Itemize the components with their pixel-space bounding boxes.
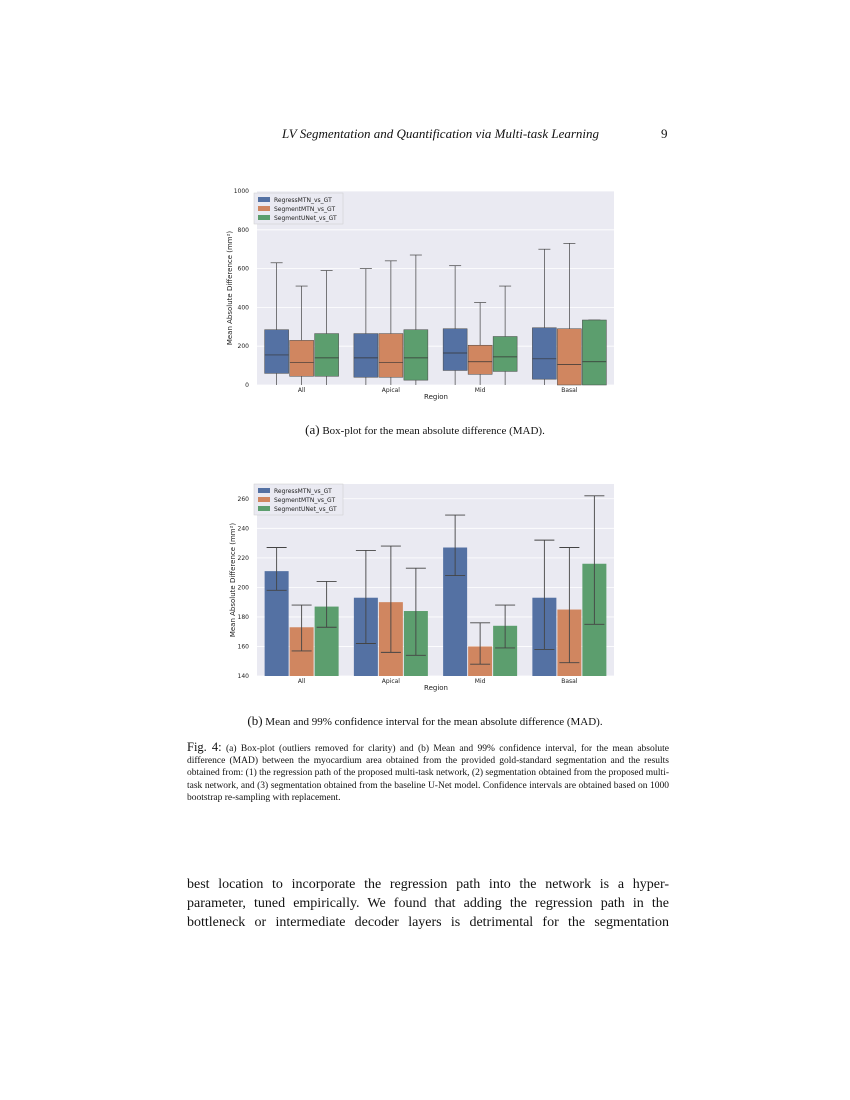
- y-tick-label: 240: [237, 525, 249, 533]
- box-plot-chart: [222, 183, 632, 403]
- x-tick-label: Basal: [561, 678, 578, 685]
- box: [315, 334, 339, 377]
- y-tick-label: 800: [237, 226, 249, 234]
- x-axis-label: Region: [424, 393, 448, 401]
- y-tick-label: 160: [237, 643, 249, 651]
- legend-swatch-segment-mtn: [258, 206, 270, 211]
- body-line: parameter, tuned empirically. We found that adding the regression path in the: [187, 896, 669, 911]
- box: [290, 340, 314, 376]
- y-axis-label: Mean Absolute Difference (mm²): [229, 522, 237, 638]
- legend-label-regress: RegressMTN_vs_GT: [274, 488, 332, 495]
- box: [265, 330, 289, 374]
- legend-swatch-regress: [258, 197, 270, 202]
- body-line: bottleneck or intermediate decoder layers is detrimental for the segmentation: [187, 915, 669, 930]
- box: [379, 334, 403, 378]
- box: [557, 329, 581, 385]
- y-tick-label: 200: [237, 584, 249, 592]
- body-line: best location to incorporate the regression path into the network is a hyper-: [187, 877, 669, 892]
- box: [493, 337, 517, 372]
- y-tick-label: 180: [237, 613, 249, 621]
- x-tick-label: Mid: [474, 387, 486, 394]
- box: [354, 334, 378, 378]
- x-tick-label: All: [297, 678, 306, 685]
- legend-label-segment-unet: SegmentUNet_vs_GT: [274, 506, 337, 513]
- x-tick-label: All: [297, 387, 306, 394]
- legend-swatch-regress: [258, 488, 270, 493]
- figure-caption-text: (a) Box-plot (outliers removed for clarity) and (b) Mean and 99% confidence interval, for the mean absolute difference (MAD) between the myocardium area obtained from the provided gold-standard segmentation and the results obtained from: (1) the regression path of the proposed multi-task network, (2) segmentation obtained from the proposed multi-task network, and (3) segmentation obtained from the baseline U-Net model. Confidence intervals are obtained based on 1000 bootstrap re-sampling with replacement.: [187, 744, 669, 803]
- x-tick-label: Basal: [561, 387, 578, 394]
- legend-label-regress: RegressMTN_vs_GT: [274, 197, 332, 204]
- figure-caption: [187, 741, 669, 804]
- y-tick-label: 200: [237, 343, 249, 351]
- y-tick-label: 260: [237, 495, 249, 503]
- box: [443, 329, 467, 371]
- y-tick-label: 0: [245, 382, 249, 389]
- figure-caption-label: Fig. 4:: [187, 740, 222, 754]
- y-tick-label: 1000: [233, 188, 249, 195]
- box: [468, 345, 492, 374]
- subcaption-b-text: Mean and 99% confidence interval for the mean absolute difference (MAD).: [265, 716, 603, 728]
- subcaption-a: [0, 422, 850, 438]
- box: [404, 330, 428, 380]
- page-number: 9: [661, 126, 668, 141]
- y-tick-label: 140: [237, 673, 249, 680]
- x-tick-label: Apical: [381, 387, 400, 394]
- subcaption-a-text: Box-plot for the mean absolute difference (MAD).: [322, 425, 545, 437]
- x-tick-label: Mid: [474, 678, 486, 685]
- box: [582, 320, 606, 385]
- y-axis-label: Mean Absolute Difference (mm²): [226, 230, 234, 346]
- bar-ci-chart: [222, 476, 632, 696]
- legend-swatch-segment-mtn: [258, 497, 270, 502]
- y-tick-label: 220: [237, 554, 249, 562]
- legend: [254, 193, 343, 224]
- x-tick-label: Apical: [381, 678, 400, 685]
- legend: [254, 484, 343, 515]
- legend-swatch-segment-unet: [258, 506, 270, 511]
- subcaption-b-label: (b): [247, 713, 263, 728]
- x-axis-label: Region: [424, 684, 448, 692]
- subcaption-b: [0, 713, 850, 729]
- body-paragraph: [187, 875, 669, 932]
- legend-label-segment-mtn: SegmentMTN_vs_GT: [274, 497, 336, 504]
- legend-swatch-segment-unet: [258, 215, 270, 220]
- y-tick-label: 600: [237, 265, 249, 273]
- header-title: LV Segmentation and Quantification via Multi-task Learning: [282, 126, 600, 141]
- legend-label-segment-unet: SegmentUNet_vs_GT: [274, 215, 337, 222]
- box: [532, 328, 556, 379]
- y-tick-label: 400: [237, 304, 249, 312]
- subcaption-a-label: (a): [305, 422, 320, 437]
- legend-label-segment-mtn: SegmentMTN_vs_GT: [274, 206, 336, 213]
